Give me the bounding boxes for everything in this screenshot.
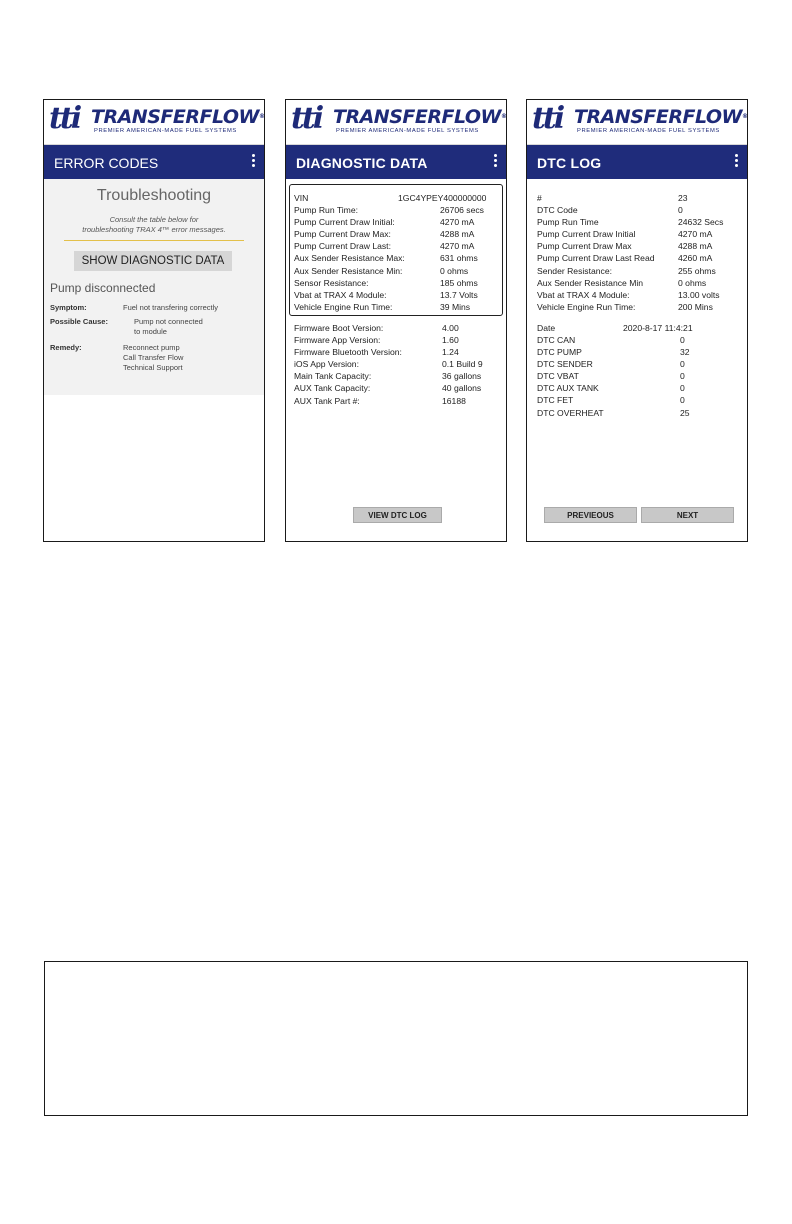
row-value: 1.24 [442, 347, 459, 358]
show-diagnostic-data-button[interactable]: SHOW DIAGNOSTIC DATA [74, 251, 232, 271]
row-label: Aux Sender Resistance Min: [294, 265, 403, 276]
app-header [527, 145, 747, 179]
row-label: DTC PUMP [537, 347, 582, 358]
row-label: Vehicle Engine Run Time: [537, 301, 636, 312]
logo-tagline: PREMIER AMERICAN-MADE FUEL SYSTEMS [336, 128, 479, 134]
row-label: DTC AUX TANK [537, 383, 599, 394]
version-table [294, 322, 500, 407]
logo-wordmark: TRANSFERFLOW [91, 106, 259, 128]
logo-wordmark: TRANSFERFLOW [574, 106, 742, 128]
row-label: Vbat at TRAX 4 Module: [537, 289, 630, 300]
row-label: Aux Sender Resistance Max: [294, 253, 405, 264]
row-value: 4288 mA [440, 229, 475, 240]
row-value: 255 ohms [678, 265, 716, 276]
data-row [537, 382, 743, 394]
data-row [537, 407, 743, 419]
row-value: 0 [680, 371, 685, 382]
row-label: Pump Run Time [537, 217, 599, 228]
data-row [294, 289, 500, 301]
dtc-codes-table [537, 334, 743, 419]
screen-title: DIAGNOSTIC DATA [296, 155, 428, 171]
brand-logo [44, 100, 264, 145]
row-label: Pump Current Draw Last: [294, 241, 391, 252]
brand-logo [527, 100, 747, 145]
row-value: 0 ohms [678, 277, 707, 288]
app-header [44, 145, 264, 179]
logo-wordmark: TRANSFERFLOW [333, 106, 501, 128]
overflow-menu-icon[interactable] [250, 154, 256, 168]
remedy-label: Remedy: [50, 343, 82, 352]
row-label: Aux Sender Resistance Min [537, 277, 644, 288]
row-label: DTC OVERHEAT [537, 407, 604, 418]
symptom-value: Fuel not transfering correctly [123, 303, 219, 312]
data-row [537, 240, 743, 252]
cause-label: Possible Cause: [50, 317, 108, 326]
row-value: 40 gallons [442, 383, 482, 394]
vin-label: VIN [294, 193, 309, 203]
row-value: 0 [678, 205, 683, 216]
next-button[interactable]: NEXT [641, 507, 734, 523]
data-row [537, 289, 743, 301]
error-title: Pump disconnected [50, 281, 156, 295]
remedy-value: Technical Support [123, 363, 183, 372]
consult-line: troubleshooting TRAX 4™ error messages. [82, 225, 226, 234]
data-row [294, 382, 500, 394]
troubleshooting-panel [44, 179, 264, 395]
row-label: DTC SENDER [537, 359, 593, 370]
row-value: 0 [680, 335, 685, 345]
data-row [294, 252, 500, 264]
view-dtc-log-button[interactable]: VIEW DTC LOG [353, 507, 442, 523]
dtc-record-table [537, 192, 743, 313]
date-value: 2020-8-17 11:4:21 [623, 323, 693, 333]
row-value: 4.00 [442, 323, 459, 333]
logo-tagline: PREMIER AMERICAN-MADE FUEL SYSTEMS [94, 128, 237, 134]
data-row [537, 252, 743, 264]
vin-value: 1GC4YPEY400000000 [398, 193, 487, 203]
screen-title: DTC LOG [537, 155, 602, 171]
row-label: Main Tank Capacity: [294, 371, 372, 382]
row-value: 32 [680, 347, 690, 358]
previous-button[interactable]: PREVIEOUS [544, 507, 637, 523]
app-header [286, 145, 506, 179]
registered-mark: ® [501, 113, 507, 120]
row-label: Pump Current Draw Initial: [294, 217, 395, 228]
row-label: AUX Tank Part #: [294, 395, 360, 406]
remedy-value: Call Transfer Flow [123, 353, 184, 362]
row-label: Sensor Resistance: [294, 277, 369, 288]
brand-logo [286, 100, 506, 145]
row-value: 0 [680, 383, 685, 394]
data-row [537, 358, 743, 370]
data-row [294, 216, 500, 228]
screen-title: ERROR CODES [54, 155, 159, 171]
row-value: 4270 mA [678, 229, 713, 240]
data-row [294, 228, 500, 240]
row-value: 200 Mins [678, 301, 713, 312]
row-value: 0 ohms [440, 265, 469, 276]
row-value: 185 ohms [440, 277, 478, 288]
cause-value: Pump not connected [134, 317, 203, 326]
symptom-label: Symptom: [50, 303, 87, 312]
diagnostic-data-screen [285, 99, 507, 542]
row-label: Firmware Bluetooth Version: [294, 347, 402, 358]
data-row [294, 277, 500, 289]
date-row [537, 322, 743, 334]
data-row [537, 301, 743, 313]
row-value: 25 [680, 407, 690, 418]
logo-mark: tti [291, 101, 322, 136]
data-row [537, 216, 743, 228]
row-label: Pump Current Draw Initial [537, 229, 636, 240]
row-label: iOS App Version: [294, 359, 359, 370]
row-label: Vehicle Engine Run Time: [294, 301, 393, 312]
row-value: 4270 mA [440, 217, 475, 228]
cause-value: to module [134, 327, 167, 336]
data-row [537, 204, 743, 216]
data-row [537, 277, 743, 289]
row-label: # [537, 193, 542, 203]
overflow-menu-icon[interactable] [733, 154, 739, 168]
registered-mark: ® [742, 113, 748, 120]
data-row [294, 322, 500, 334]
data-row [537, 370, 743, 382]
row-value: 39 Mins [440, 301, 471, 312]
row-label: AUX Tank Capacity: [294, 383, 371, 394]
divider [64, 240, 244, 241]
row-label: Vbat at TRAX 4 Module: [294, 289, 387, 300]
data-row [294, 240, 500, 252]
row-value: 4288 mA [678, 241, 713, 252]
logo-tagline: PREMIER AMERICAN-MADE FUEL SYSTEMS [577, 128, 720, 134]
row-label: Pump Run Time: [294, 205, 358, 216]
registered-mark: ® [259, 113, 265, 120]
error-codes-screen [43, 99, 265, 542]
dtc-date-table [537, 322, 743, 334]
data-row [537, 228, 743, 240]
row-label: Firmware Boot Version: [294, 323, 384, 333]
row-label: Pump Current Draw Max [537, 241, 632, 252]
logo-mark: tti [49, 101, 80, 136]
data-row [537, 346, 743, 358]
row-value: 13.00 volts [678, 289, 720, 300]
date-label: Date [537, 323, 556, 333]
remedy-value: Reconnect pump [123, 343, 180, 352]
diagnostic-table [294, 192, 500, 313]
row-label: DTC CAN [537, 335, 576, 345]
troubleshooting-heading: Troubleshooting [96, 187, 212, 204]
data-row [537, 394, 743, 406]
row-label: Sender Resistance: [537, 265, 612, 276]
data-row [294, 370, 500, 382]
data-row [294, 204, 500, 216]
consult-line: Consult the table below for [109, 215, 199, 224]
data-row [294, 395, 500, 407]
row-label: DTC VBAT [537, 371, 579, 382]
vin-row [294, 192, 500, 204]
row-label: Pump Current Draw Max: [294, 229, 391, 240]
row-value: 0.1 Build 9 [442, 359, 483, 370]
data-row [294, 265, 500, 277]
row-label: DTC Code [537, 205, 578, 216]
row-value: 13.7 Volts [440, 289, 478, 300]
row-label: DTC FET [537, 395, 574, 406]
data-row [294, 334, 500, 346]
data-row [537, 334, 743, 346]
data-row [537, 265, 743, 277]
note-box [44, 961, 748, 1116]
row-value: 4270 mA [440, 241, 475, 252]
row-label: Pump Current Draw Last Read [537, 253, 655, 264]
row-value: 23 [678, 193, 688, 203]
row-value: 0 [680, 359, 685, 370]
row-value: 24632 Secs [678, 217, 724, 228]
dtc-log-screen [526, 99, 748, 542]
row-value: 26706 secs [440, 205, 484, 216]
row-value: 36 gallons [442, 371, 482, 382]
data-row [294, 358, 500, 370]
overflow-menu-icon[interactable] [492, 154, 498, 168]
row-label: Firmware App Version: [294, 335, 381, 346]
consult-text [44, 215, 264, 235]
row-value: 4260 mA [678, 253, 713, 264]
logo-mark: tti [532, 101, 563, 136]
data-row [294, 301, 500, 313]
row-value: 1.60 [442, 335, 459, 346]
row-value: 0 [680, 395, 685, 406]
row-value: 16188 [442, 395, 466, 406]
row-value: 631 ohms [440, 253, 478, 264]
data-row [294, 346, 500, 358]
data-row [537, 192, 743, 204]
